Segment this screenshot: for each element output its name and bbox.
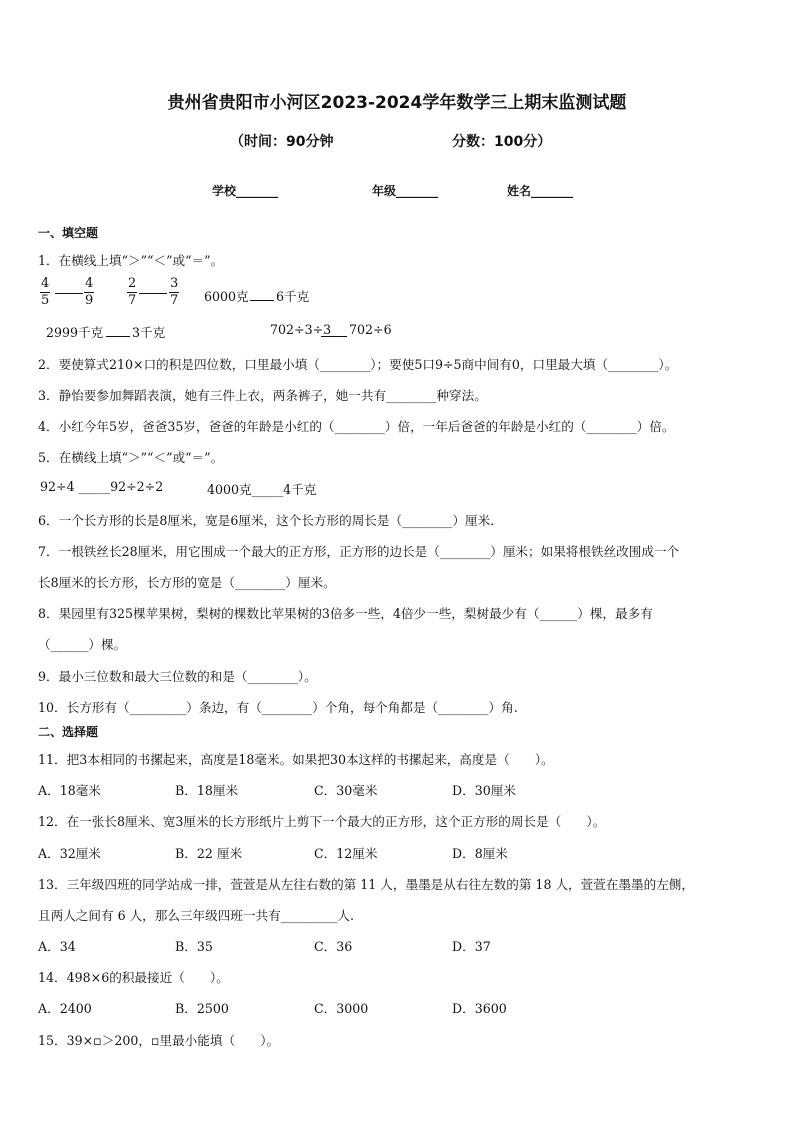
fraction-b-denominator: 9 [85, 293, 94, 308]
q5-item2: 4000克_____4千克 [207, 482, 317, 497]
name-field: 姓名_______ [507, 184, 574, 198]
question-13-line2: 且两人之间有 6 人，那么三年级四班一共有_________人. [38, 908, 354, 923]
fraction-b-numerator: 4 [85, 276, 94, 291]
answer-blank[interactable] [106, 336, 130, 337]
q11-option-a[interactable]: A．18毫米 [38, 783, 101, 798]
q12-option-a[interactable]: A．32厘米 [38, 846, 101, 861]
q14-option-c[interactable]: C．3000 [314, 1001, 369, 1016]
answer-blank[interactable] [321, 336, 347, 337]
fraction-b [84, 276, 94, 309]
question-9: 9．最小三位数和最大三位数的和是（________）。 [38, 669, 317, 684]
question-5-stem: 5．在横线上填“＞”“＜”或“＝”。 [38, 450, 224, 465]
q13-option-c[interactable]: C．36 [314, 939, 353, 954]
fraction-c-denominator: 7 [128, 293, 137, 308]
q11-option-d[interactable]: D．30厘米 [452, 783, 516, 798]
fraction-d [169, 276, 179, 309]
fraction-a-numerator: 4 [41, 276, 50, 291]
question-7-line2: 长8厘米的长方形，长方形的宽是（________）厘米。 [38, 575, 336, 590]
question-8-line2: （______）棵。 [38, 637, 127, 652]
page-title: 贵州省贵阳市小河区2023-2024学年数学三上期末监测试题 [167, 93, 627, 113]
exam-time: （时间：90分钟 [230, 134, 334, 150]
answer-blank[interactable] [139, 293, 167, 294]
answer-blank[interactable] [55, 293, 83, 294]
q14-option-d[interactable]: D．3600 [452, 1001, 507, 1016]
q1-item3-left: 6000克 [204, 289, 249, 304]
q11-option-b[interactable]: B．18厘米 [175, 783, 239, 798]
q14-option-a[interactable]: A．2400 [38, 1001, 92, 1016]
question-10: 10．长方形有（_________）条边，有（________）个角，每个角都是（________）角. [38, 700, 518, 715]
section-multiple-choice: 二、选择题 [38, 725, 99, 739]
q11-option-c[interactable]: C．30毫米 [314, 783, 378, 798]
q5-item1: 92÷4 _____92÷2÷2 [40, 479, 164, 494]
fraction-c-numerator: 2 [128, 276, 137, 291]
q14-option-b[interactable]: B．2500 [175, 1001, 229, 1016]
q1-item3-right: 6千克 [276, 289, 310, 304]
fraction-d-numerator: 3 [170, 276, 179, 291]
q13-option-b[interactable]: B．35 [175, 939, 213, 954]
exam-score: 分数：100分） [452, 134, 552, 150]
fraction-d-denominator: 7 [170, 293, 179, 308]
question-15: 15．39×▫＞200，▫里最小能填（ ）。 [38, 1033, 280, 1048]
q1-item5-left: 702÷3÷3 [270, 322, 332, 337]
grade-field: 年级_______ [372, 184, 439, 198]
question-1-stem: 1．在横线上填“＞”“＜”或“＝”。 [38, 253, 224, 268]
question-14: 14．498×6的积最接近（ ）。 [38, 970, 229, 985]
q13-option-a[interactable]: A．34 [38, 939, 76, 954]
question-8-line1: 8．果园里有325棵苹果树，梨树的棵数比苹果树的3倍多一些，4倍少一些，梨树最少有（______）棵，最多有 [38, 606, 653, 621]
q12-option-c[interactable]: C．12厘米 [314, 846, 378, 861]
answer-blank[interactable] [250, 300, 274, 301]
question-13-line1: 13．三年级四班的同学站成一排，萱萱是从左往右数的第 11 人，墨墨是从右往左数的第 18 人，萱萱在墨墨的左侧， [38, 877, 694, 892]
school-field: 学校_______ [212, 184, 279, 198]
section-fill-in: 一、填空题 [38, 226, 99, 240]
q1-item5-right: 702÷6 [349, 322, 392, 337]
question-4: 4．小红今年5岁，爸爸35岁，爸爸的年龄是小红的（________）倍，一年后爸爸的年龄是小红的（________）倍。 [38, 419, 675, 434]
question-12: 12．在一张长8厘米、宽3厘米的长方形纸片上剪下一个最大的正方形，这个正方形的周长是（ ）。 [38, 814, 606, 829]
q12-option-d[interactable]: D．8厘米 [452, 846, 508, 861]
question-11: 11．把3本相同的书摞起来，高度是18毫米。如果把30本这样的书摞起来，高度是（ ）。 [38, 752, 554, 767]
q1-item4-right: 3千克 [132, 325, 166, 340]
q1-item4-left: 2999千克 [46, 325, 104, 340]
question-3: 3．静怡要参加舞蹈表演，她有三件上衣，两条裤子，她一共有________种穿法。 [38, 388, 487, 403]
fraction-c [127, 276, 137, 309]
question-2: 2．要使算式210×口的积是四位数，口里最小填（________）；要使5口9÷5商中间有0，口里最大填（________）。 [38, 357, 678, 372]
question-7-line1: 7．一根铁丝长28厘米，用它围成一个最大的正方形，正方形的边长是（________）厘米；如果将根铁丝改围成一个 [38, 544, 680, 559]
q12-option-b[interactable]: B．22 厘米 [175, 846, 243, 861]
fraction-a-denominator: 5 [41, 293, 50, 308]
question-6: 6．一个长方形的长是8厘米，宽是6厘米，这个长方形的周长是（________）厘米． [38, 513, 503, 528]
fraction-a [40, 276, 50, 309]
q13-option-d[interactable]: D．37 [452, 939, 491, 954]
